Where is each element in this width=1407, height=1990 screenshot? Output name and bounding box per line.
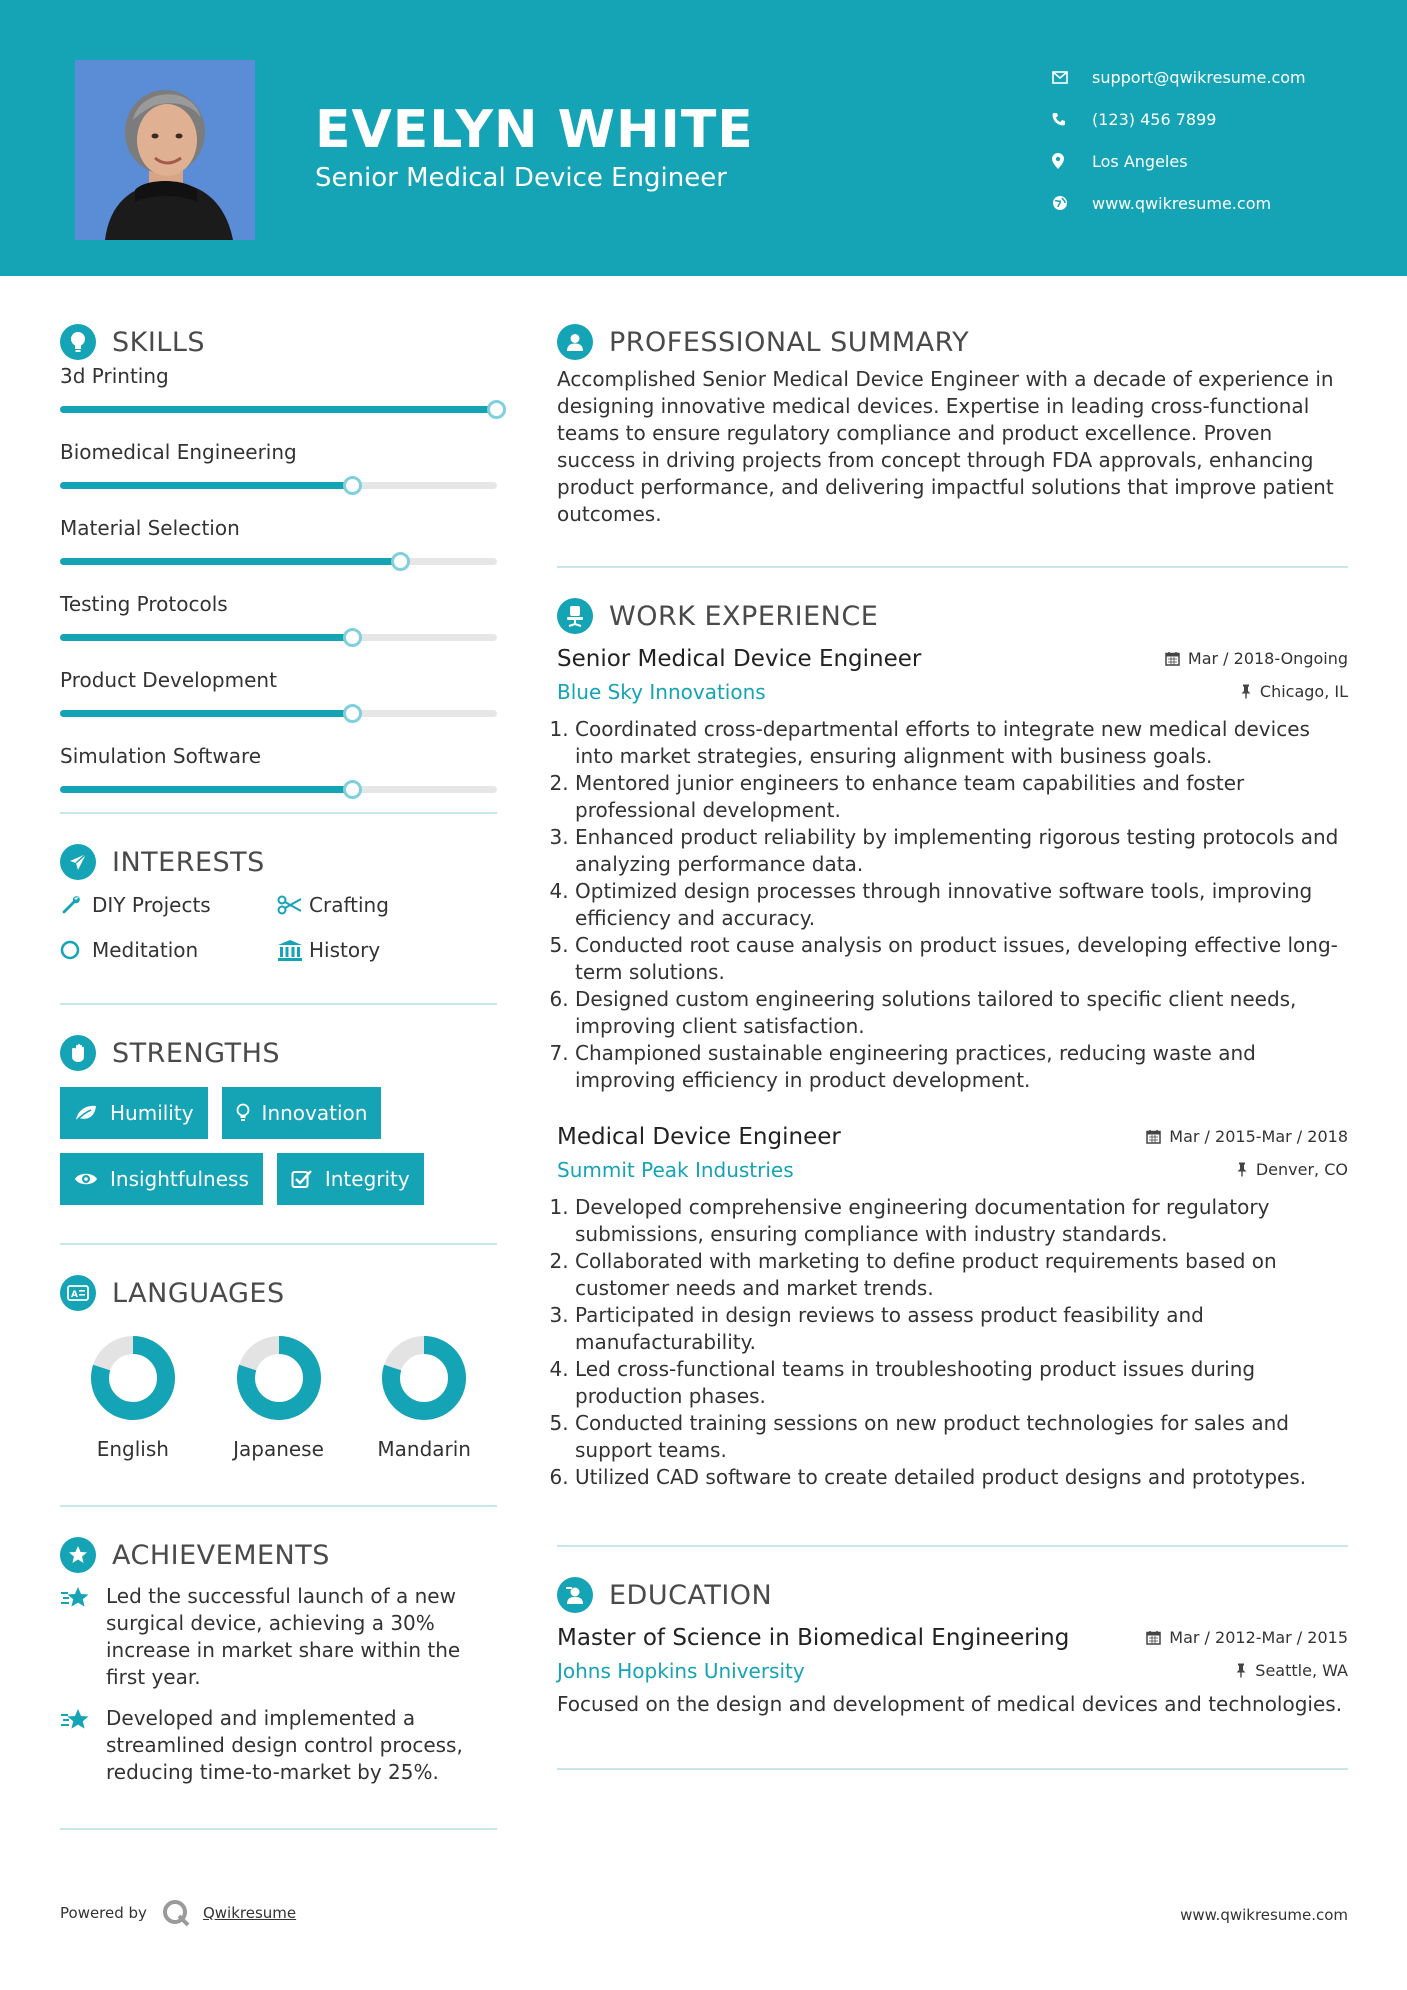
language-name: Japanese [233, 1437, 324, 1461]
job-subheader [557, 1158, 1348, 1182]
skill-track [60, 710, 497, 717]
achievements-title: ACHIEVEMENTS [112, 1539, 330, 1571]
user-icon [557, 324, 593, 360]
calendar-icon [1146, 1129, 1161, 1144]
calendar-icon [1146, 1630, 1161, 1645]
skill-item [60, 516, 497, 592]
skill-item [60, 592, 497, 668]
powered-by-label: Powered by [60, 1904, 147, 1922]
candidate-title: Senior Medical Device Engineer [315, 163, 727, 193]
phone-icon [1052, 112, 1092, 126]
qwikresume-link[interactable]: Qwikresume [202, 1904, 297, 1922]
company-name: Blue Sky Innovations [557, 680, 766, 704]
skill-fill [60, 634, 353, 641]
responsibility-item: 2. Mentored junior engineers to enhance team capabilities and foster professional development. [575, 770, 1348, 824]
skill-fill [60, 558, 401, 565]
pin-icon [1236, 1162, 1248, 1177]
job-entry [557, 1124, 1348, 1491]
responsibility-item: 2. Collaborated with marketing to define product requirements based on customer needs and market trends. [575, 1248, 1348, 1302]
skill-item [60, 744, 497, 820]
achievement-item [60, 1705, 497, 1786]
powered-by [60, 1898, 296, 1928]
language-item [206, 1335, 352, 1461]
language-name: Mandarin [377, 1437, 471, 1461]
skills-list [60, 364, 497, 820]
language-level-ring [381, 1335, 467, 1421]
strength-label: Humility [110, 1101, 194, 1125]
interests-title: INTERESTS [112, 846, 265, 878]
skill-track [60, 634, 497, 641]
language-name: English [96, 1437, 169, 1461]
skill-name: Product Development [60, 668, 277, 692]
strength-tag [222, 1087, 382, 1139]
responsibility-item: 3. Participated in design reviews to assess product feasibility and manufacturability. [575, 1302, 1348, 1356]
achievements-heading [60, 1535, 497, 1575]
strength-tag [60, 1087, 208, 1139]
skill-track [60, 786, 497, 793]
education-title: EDUCATION [609, 1579, 773, 1611]
education-heading [557, 1575, 1348, 1615]
lightbulb-icon [60, 324, 96, 360]
skill-item [60, 364, 497, 440]
globe-icon [1052, 195, 1092, 211]
responsibility-item: 1. Coordinated cross-departmental efforts to integrate new medical devices into market strategies, ensuring alignment with business goals. [575, 716, 1348, 770]
contact-email-text: support@qwikresume.com [1092, 67, 1306, 87]
strength-tag [60, 1153, 263, 1205]
responsibility-item: 1. Developed comprehensive engineering documentation for regulatory submissions, ensuring compliance with industry standards. [575, 1194, 1348, 1248]
responsibility-item: 6. Designed custom engineering solutions tailored to specific client needs, improving client satisfaction. [575, 986, 1348, 1040]
strength-label: Integrity [324, 1167, 410, 1191]
star-icon [60, 1583, 106, 1691]
wrench-icon [60, 894, 92, 916]
responsibility-item: 4. Led cross-functional teams in troubleshooting product issues during production phases. [575, 1356, 1348, 1410]
section-divider [557, 1545, 1348, 1547]
profile-photo [75, 60, 255, 240]
mail-icon [1052, 71, 1092, 84]
language-level-ring [90, 1335, 176, 1421]
graduate-icon [557, 1577, 593, 1613]
star-icon [60, 1537, 96, 1573]
education-subheader [557, 1659, 1348, 1683]
language-item [60, 1335, 206, 1461]
education-location-text: Seattle, WA [1255, 1661, 1348, 1680]
experience-title: WORK EXPERIENCE [609, 600, 879, 632]
skill-name: Testing Protocols [60, 592, 228, 616]
summary-title: PROFESSIONAL SUMMARY [609, 326, 970, 358]
achievement-text: Developed and implemented a streamlined design control process, reducing time-to-market by 25%. [106, 1706, 463, 1784]
contact-location-text: Los Angeles [1092, 151, 1188, 171]
fist-icon [60, 1035, 96, 1071]
interest-item [277, 937, 497, 963]
skill-track [60, 482, 497, 489]
education-location [1235, 1661, 1348, 1680]
skill-knob [343, 628, 362, 647]
leaf-icon [74, 1104, 98, 1122]
strength-label: Insightfulness [110, 1167, 249, 1191]
office-chair-icon [557, 598, 593, 634]
responsibilities-list [557, 716, 1348, 1094]
section-divider [557, 1768, 1348, 1770]
skill-fill [60, 406, 497, 413]
circle-icon [60, 939, 92, 961]
job-dates [1165, 649, 1348, 668]
skill-track [60, 406, 497, 413]
paper-plane-icon [60, 844, 96, 880]
achievement-text: Led the successful launch of a new surgical device, achieving a 30% increase in market share within the first year. [106, 1584, 461, 1689]
skill-knob [343, 476, 362, 495]
skill-name: Biomedical Engineering [60, 440, 297, 464]
section-divider [557, 566, 1348, 568]
contact-list [1052, 56, 1306, 224]
job-dates [1146, 1127, 1348, 1146]
job-header [557, 1124, 1348, 1150]
language-icon [60, 1275, 96, 1311]
contact-phone[interactable] [1052, 98, 1306, 140]
education-entry [557, 1625, 1348, 1718]
responsibilities-list [557, 1194, 1348, 1491]
responsibility-item: 5. Conducted root cause analysis on product issues, developing effective long-term solutions. [575, 932, 1348, 986]
company-name: Summit Peak Industries [557, 1158, 794, 1182]
strengths-tags [60, 1087, 497, 1205]
location-icon [1052, 153, 1092, 169]
experience-heading [557, 596, 1348, 636]
contact-website-text: www.qwikresume.com [1092, 193, 1272, 213]
job-location-text: Chicago, IL [1259, 682, 1348, 701]
language-level-ring [236, 1335, 322, 1421]
job-subheader [557, 680, 1348, 704]
job-location [1236, 1160, 1348, 1179]
left-column [60, 322, 497, 1830]
contact-email[interactable] [1052, 56, 1306, 98]
qwikresume-logo-icon [161, 1898, 191, 1928]
skill-fill [60, 786, 353, 793]
summary-text: Accomplished Senior Medical Device Engineer with a decade of experience in designing innovative medical devices. Expertise in leading cross-functional teams to ensure regulatory compliance and product excellence. Proven success in driving projects from concept through FDA approvals, enhancing product performance, and delivering impactful solutions that improve patient outcomes. [557, 367, 1334, 526]
interests-heading [60, 842, 497, 882]
skills-title: SKILLS [112, 326, 206, 358]
scissors-icon [277, 895, 309, 915]
languages-list [60, 1335, 497, 1461]
education-dates [1146, 1628, 1348, 1647]
job-title: Medical Device Engineer [557, 1124, 841, 1150]
languages-title: LANGUAGES [112, 1277, 285, 1309]
skills-heading [60, 322, 497, 362]
skill-knob [343, 780, 362, 799]
eye-icon [74, 1171, 98, 1187]
skill-name: 3d Printing [60, 364, 169, 388]
skill-item [60, 440, 497, 516]
museum-icon [277, 939, 309, 961]
responsibility-item: 3. Enhanced product reliability by implementing rigorous testing protocols and analyzing performance data. [575, 824, 1348, 878]
skill-item [60, 668, 497, 744]
responsibility-item: 4. Optimized design processes through innovative software tools, improving efficiency and accuracy. [575, 878, 1348, 932]
interest-label: Crafting [309, 893, 389, 917]
degree-title: Master of Science in Biomedical Engineering [557, 1625, 1070, 1651]
interest-item [60, 892, 277, 918]
education-description: Focused on the design and development of medical devices and technologies. [557, 1692, 1343, 1716]
skill-knob [391, 552, 410, 571]
interest-label: Meditation [92, 938, 199, 962]
interest-label: History [309, 938, 381, 962]
skill-name: Material Selection [60, 516, 240, 540]
achievement-item [60, 1583, 497, 1691]
skill-knob [343, 704, 362, 723]
interest-label: DIY Projects [92, 893, 211, 917]
skill-knob [487, 400, 506, 419]
interest-item [60, 937, 277, 963]
responsibility-item: 6. Utilized CAD software to create detailed product designs and prototypes. [575, 1464, 1348, 1491]
section-divider [60, 1243, 497, 1245]
resume-header [0, 0, 1407, 276]
job-header [557, 646, 1348, 672]
skill-track [60, 558, 497, 565]
strength-tag [277, 1153, 424, 1205]
job-dates-text: Mar / 2015-Mar / 2018 [1169, 1127, 1348, 1146]
section-divider [60, 1003, 497, 1005]
job-dates-text: Mar / 2018-Ongoing [1187, 649, 1348, 668]
skill-fill [60, 482, 353, 489]
responsibility-item: 7. Championed sustainable engineering practices, reducing waste and improving efficiency in product development. [575, 1040, 1348, 1094]
candidate-name: EVELYN WHITE [315, 100, 754, 160]
responsibility-item: 5. Conducted training sessions on new product technologies for sales and support teams. [575, 1410, 1348, 1464]
skill-name: Simulation Software [60, 744, 262, 768]
footer-url[interactable]: www.qwikresume.com [1180, 1906, 1348, 1924]
interests-list [60, 892, 497, 963]
job-location [1240, 682, 1348, 701]
summary-heading [557, 322, 1348, 362]
education-dates-text: Mar / 2012-Mar / 2015 [1169, 1628, 1348, 1647]
pin-icon [1240, 684, 1252, 699]
section-divider [60, 1505, 497, 1507]
skill-fill [60, 710, 353, 717]
checkbox-icon [291, 1169, 313, 1189]
strengths-title: STRENGTHS [112, 1037, 281, 1069]
contact-website[interactable] [1052, 182, 1306, 224]
strengths-heading [60, 1033, 497, 1073]
section-divider [60, 1828, 497, 1830]
interest-item [277, 892, 497, 918]
star-icon [60, 1705, 106, 1786]
contact-phone-text: (123) 456 7899 [1092, 109, 1217, 129]
strength-label: Innovation [261, 1101, 368, 1125]
job-entry [557, 646, 1348, 1094]
pin-icon [1235, 1663, 1247, 1678]
svg-text:A: A [71, 1290, 78, 1300]
job-title: Senior Medical Device Engineer [557, 646, 922, 672]
language-item [351, 1335, 497, 1461]
lightbulb-icon [236, 1103, 250, 1123]
school-name: Johns Hopkins University [557, 1659, 805, 1683]
job-location-text: Denver, CO [1255, 1160, 1348, 1179]
right-column [557, 322, 1348, 1770]
calendar-icon [1165, 651, 1180, 666]
education-header [557, 1625, 1348, 1651]
portrait-image [75, 60, 255, 240]
contact-location [1052, 140, 1306, 182]
languages-heading [60, 1273, 497, 1313]
